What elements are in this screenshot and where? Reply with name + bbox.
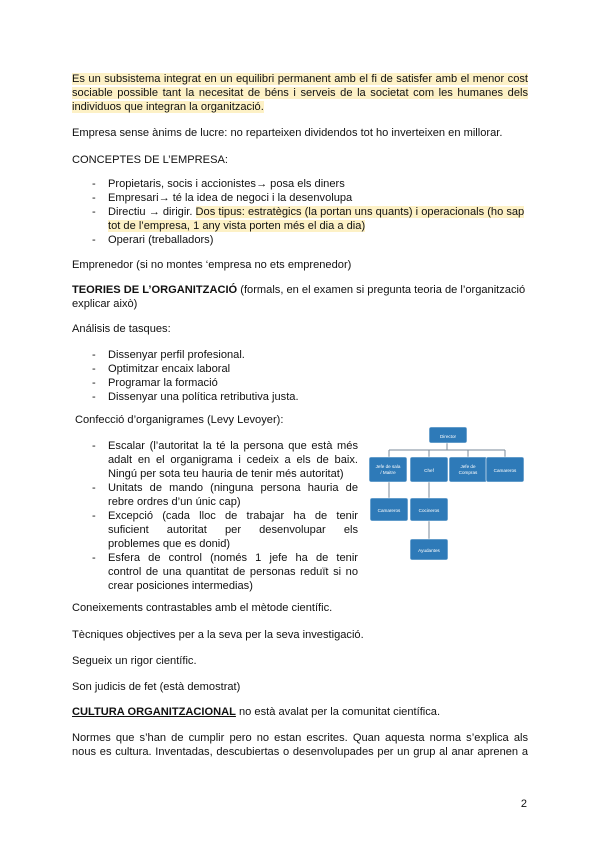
list-item: - Optimitzar encaix laboral	[92, 362, 528, 376]
org-box-camareros	[370, 498, 408, 521]
org-box-jefe-sala	[369, 457, 407, 482]
list-line: Ningú per sota teu hauria de tenir més autoritat)	[108, 468, 344, 480]
org-box-chef	[410, 457, 448, 482]
list-line: control de una quantitat de personas reduït si no	[108, 566, 358, 578]
org-chart-svg	[368, 426, 524, 561]
org-box-camareros-top	[486, 457, 524, 482]
org-box-label: Ayudantes	[418, 548, 440, 553]
list-item	[92, 439, 358, 481]
conceptes-heading: CONCEPTES DE L’EMPRESA:	[72, 154, 228, 166]
teories-rest: (formals, en el examen si pregunta teoria de l’organització	[237, 284, 526, 296]
analisis-list	[92, 348, 528, 404]
normes-paragraph	[72, 731, 528, 759]
org-box-label: Camareros	[377, 508, 401, 513]
org-chart	[368, 426, 524, 561]
list-item	[92, 205, 528, 233]
intro-paragraph	[72, 72, 528, 114]
list-line: - Excepció (cada lloc de trabajar ha de tenir	[108, 510, 358, 522]
normes-line: Normes que s’han de cumplir pero no estan escrites. Quan aquesta norma s’explica als	[72, 732, 528, 744]
list-item	[92, 509, 358, 551]
page-number: 2	[520, 798, 527, 810]
list-line: rebre ordres d’un únic cap)	[108, 496, 241, 508]
emprenedor-paragraph: Emprenedor (si no montes ‘empresa no ets emprenedor)	[72, 259, 352, 271]
org-box-director	[429, 427, 467, 443]
cultura-rest: no està avalat per la comunitat científica.	[235, 706, 441, 718]
analisis-heading: Análisis de tasques:	[72, 323, 171, 335]
org-box-label: Director	[439, 434, 457, 439]
tecniques-paragraph: Tècniques objectives per a la seva per la seva investigació.	[72, 629, 364, 641]
cultura-paragraph	[72, 705, 528, 719]
connector	[389, 443, 505, 457]
org-box-label: Jefe de Compras	[458, 464, 478, 475]
empresa-paragraph: Empresa sense ànims de lucre: no reparteixen dividendos tot ho inverteixen en millorar.	[72, 127, 503, 139]
conceptes-list	[92, 177, 528, 247]
directiu-highlight: Dos tipus: estratègics (la portan uns quants) i operacionals (ho sap	[195, 206, 525, 218]
confeccio-heading: Confecció d’organigrames (Levy Levoyer):	[75, 414, 284, 426]
org-box-ayudantes	[410, 539, 448, 560]
directiu-label: Directiu → dirigir.	[108, 206, 196, 218]
judicis-paragraph: Son judicis de fet (està demostrat)	[72, 681, 241, 693]
list-item: - Programar la formació	[92, 376, 528, 390]
list-line: crear posiciones intermedias)	[108, 580, 253, 592]
list-item: - Dissenyar perfil profesional.	[92, 348, 528, 362]
list-line: suficient autoritat per desenvolupar els	[108, 524, 358, 536]
normes-line: nous es cultura. Inventadas, descubiertas o desenvolupades per un grup al anar aprenen a	[72, 746, 528, 758]
directiu-highlight: tot de l’empresa, 1 any vista porten més el dia a dia)	[108, 220, 366, 232]
coneixements-paragraph: Coneixements contrastables amb el mètode científic.	[72, 602, 333, 614]
intro-line: sociable possible tant la necesitat de béns i serveis de la societat com les humanes dels	[72, 87, 528, 99]
list-item: - Operari (treballadors)	[92, 233, 528, 247]
list-line: adalt en el organigrama i cedeix a els de baix.	[108, 454, 358, 466]
rigor-paragraph: Segueix un rigor científic.	[72, 655, 197, 667]
intro-line: Es un subsistema integrat en un equilibri permanent amb el fi de satisfer amb el menor cost	[72, 73, 528, 85]
teories-rest: explicar això)	[72, 298, 138, 310]
org-box-jefe-compras	[449, 457, 487, 482]
org-box-label: Chef	[424, 468, 434, 473]
list-item: - Empresari→ té la idea de negoci i la desenvolupa	[92, 191, 528, 205]
intro-line: individuos que integran la organització.	[72, 101, 264, 113]
list-item: - Dissenyar una política retributiva justa.	[92, 390, 528, 404]
list-line: - Esfera de control (només 1 jefe ha de tenir	[108, 552, 358, 564]
cultura-title: CULTURA ORGANITZACIONAL	[72, 706, 236, 718]
teories-paragraph	[72, 283, 528, 311]
org-box-label: Camareros	[493, 468, 517, 473]
list-item	[92, 481, 358, 509]
org-box-label: Cocineros	[418, 508, 440, 513]
list-line: problemes que es donid)	[108, 538, 231, 550]
list-line: - Unitats de mando (ninguna persona hauria de	[108, 482, 358, 494]
teories-title: TEORIES DE L’ORGANITZACIÓ	[72, 284, 238, 296]
confeccio-list	[92, 439, 358, 593]
list-item	[92, 551, 358, 593]
org-box-label: Jefe de sala / Maitre	[375, 464, 401, 475]
list-item: - Propietaris, socis i accionistes→ posa els diners	[92, 177, 528, 191]
org-box-cocineros	[410, 498, 448, 521]
list-line: - Escalar (l’autoritat la té la persona que està més	[108, 440, 358, 452]
